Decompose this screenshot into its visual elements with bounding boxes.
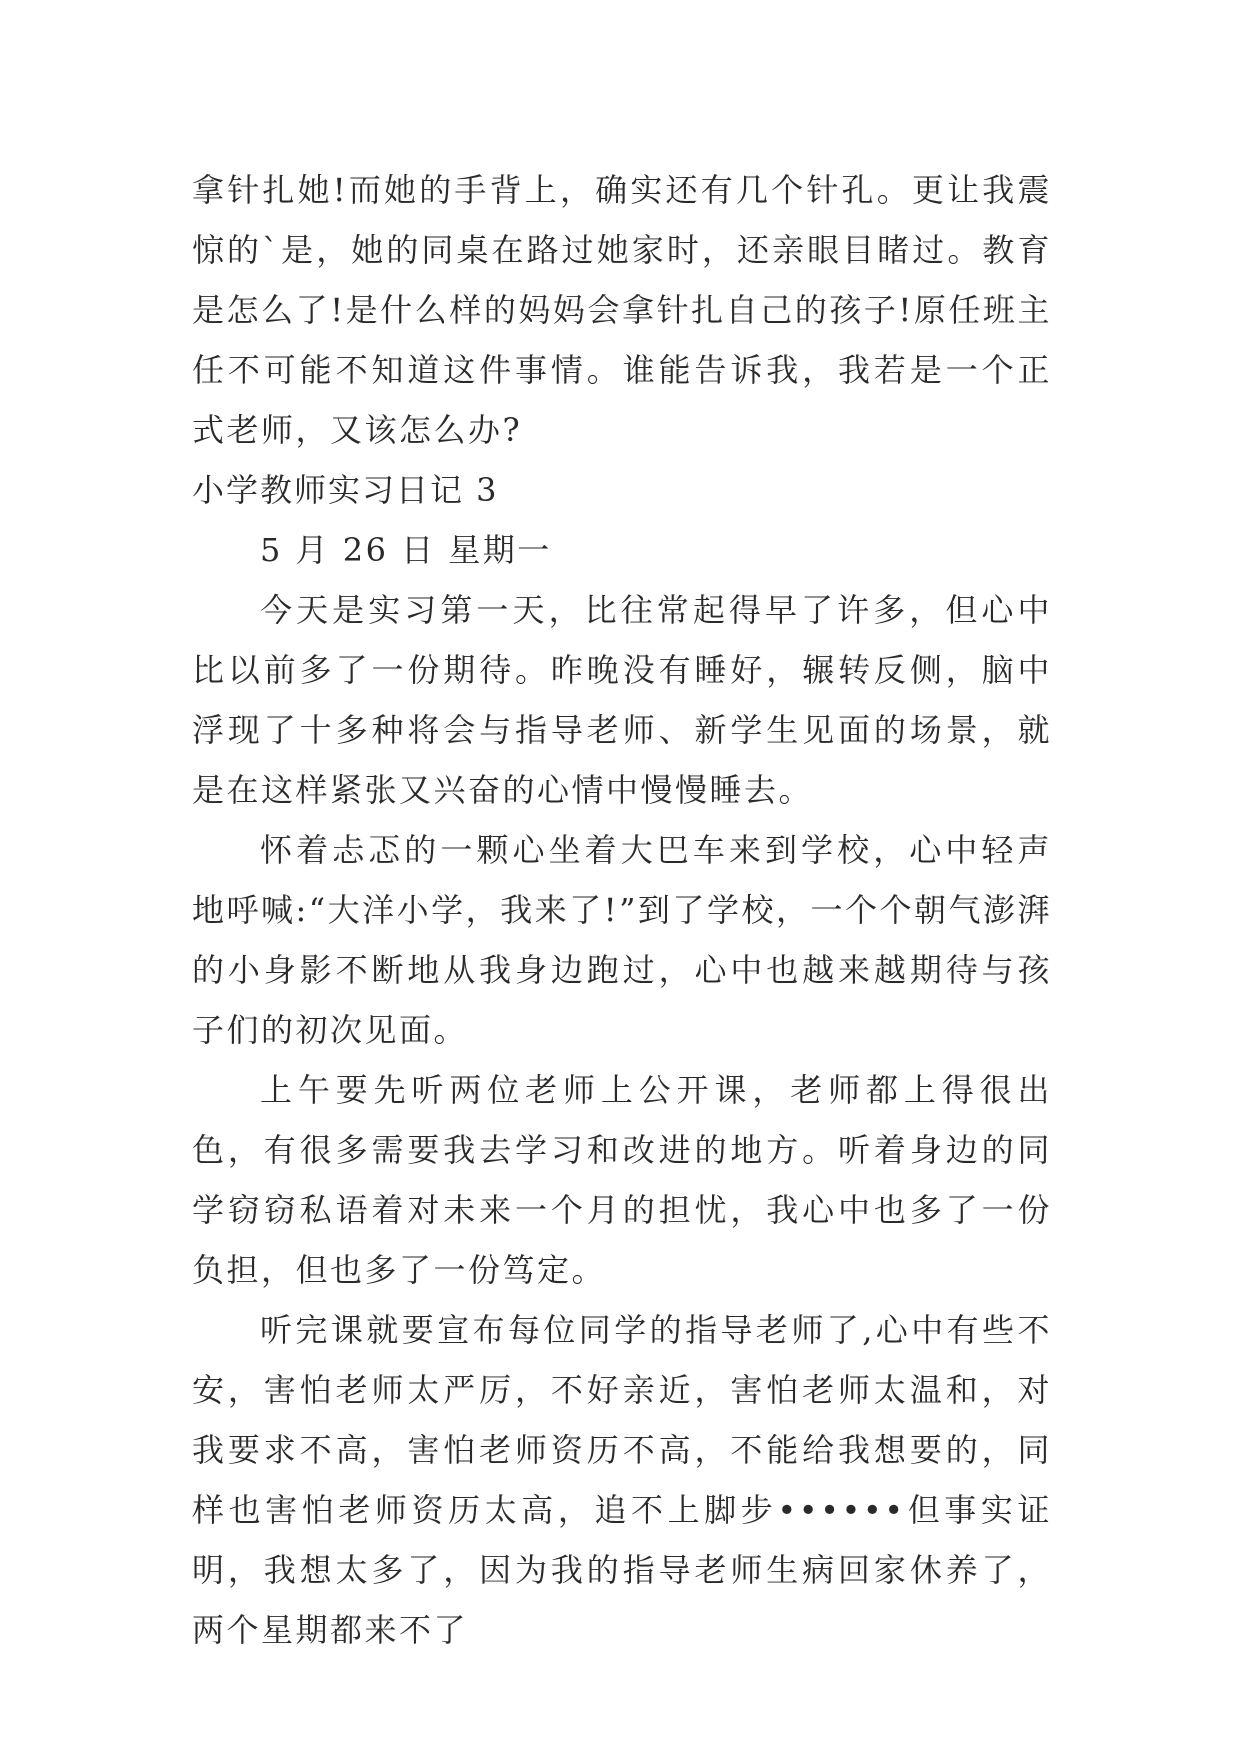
body-paragraph: 听完课就要宣布每位同学的指导老师了,心中有些不安，害怕老师太严厉，不好亲近，害怕老师太温和，对我要求不高，害怕老师资历不高，不能给我想要的，同样也害怕老师资历太高，追不上脚步••••••但事实证明，我想太多了，因为我的指导老师生病回家休养了，两个星期都来不了 — [192, 1311, 1052, 1649]
body-paragraph: 怀着忐忑的一颗心坐着大巴车来到学校，心中轻声地呼喊:“大洋小学，我来了!”到了学校，一个个朝气澎湃的小身影不断地从我身边跑过，心中也越来越期待与孩子们的初次见面。 — [192, 831, 1052, 1049]
body-paragraph: 今天是实习第一天，比往常起得早了许多，但心中比以前多了一份期待。昨晚没有睡好，辗转反侧，脑中浮现了十多种将会与指导老师、新学生见面的场景，就是在这样紧张又兴奋的心情中慢慢睡去。 — [192, 591, 1052, 809]
continuation-paragraph: 拿针扎她!而她的手背上，确实还有几个针孔。更让我震惊的`是，她的同桌在路过她家时，还亲眼目睹过。教育是怎么了!是什么样的妈妈会拿针扎自己的孩子!原任班主任不可能不知道这件事情。谁能告诉我，我若是一个正式老师，又该怎么办? — [192, 171, 1052, 449]
document-body — [192, 160, 1052, 1660]
diary-date: 5 月 26 日 星期一 — [260, 531, 552, 569]
body-paragraph: 上午要先听两位老师上公开课，老师都上得很出色，有很多需要我去学习和改进的地方。听着身边的同学窃窃私语着对未来一个月的担忧，我心中也多了一份负担，但也多了一份笃定。 — [192, 1071, 1052, 1289]
section-heading: 小学教师实习日记 3 — [192, 471, 499, 509]
